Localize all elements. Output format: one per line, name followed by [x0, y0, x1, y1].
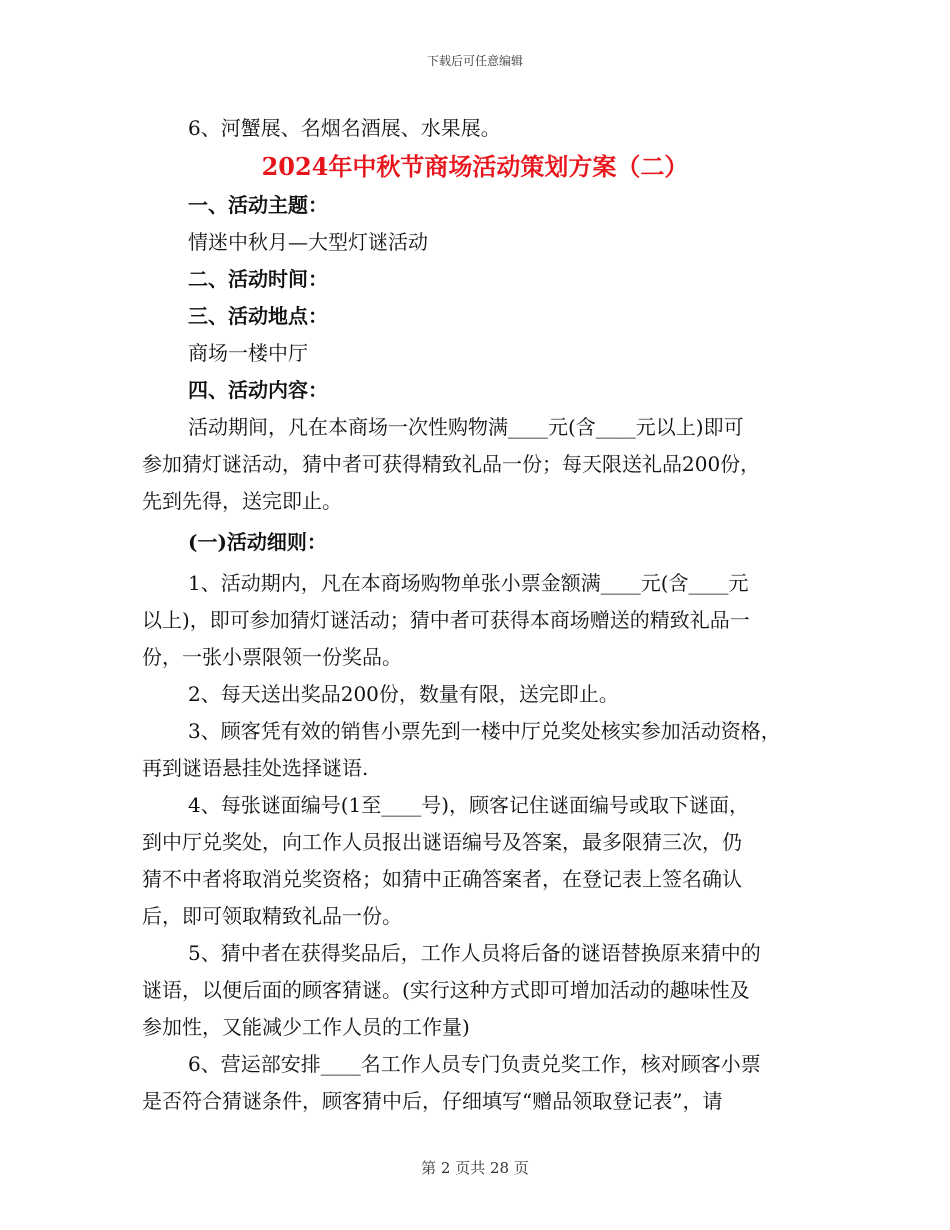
paragraph-line: 到中厅兑奖处，向工作人员报出谜语编号及答案，最多限猜三次，仍 [142, 830, 742, 854]
theme-text: 情迷中秋月—大型灯谜活动 [188, 230, 428, 254]
paragraph-line: 是否符合猜谜条件，顾客猜中后，仔细填写“赠品领取登记表”，请 [142, 1089, 723, 1113]
rule-2 [142, 676, 832, 713]
section-heading-place: 三、活动地点： [188, 304, 328, 328]
section-heading-content: 四、活动内容： [188, 378, 328, 402]
document-title: 2024年中秋节商场活动策划方案（二） [261, 152, 689, 181]
paragraph-line: 活动期间，凡在本商场一次性购物满____元(含____元以上)即可 [188, 415, 744, 439]
paragraph-line: 3、顾客凭有效的销售小票先到一楼中厅兑奖处核实参加活动资格， [188, 719, 781, 743]
paragraph-line: 2、每天送出奖品200份，数量有限，送完即止。 [188, 682, 619, 706]
paragraph-line: 5、猜中者在获得奖品后，工作人员将后备的谜语替换原来猜中的 [188, 941, 761, 965]
paragraph-line: 后，即可领取精致礼品一份。 [142, 904, 402, 928]
paragraph-line: 再到谜语悬挂处选择谜语. [142, 756, 369, 780]
section-heading-theme: 一、活动主题： [188, 193, 328, 217]
rule-3 [142, 713, 832, 787]
paragraph-line: 6、营运部安排____名工作人员专门负责兑奖工作，核对顾客小票 [188, 1052, 761, 1076]
rule-1 [142, 565, 832, 676]
rule-6 [142, 1046, 832, 1120]
rule-4 [142, 787, 832, 935]
paragraph-line: 参加猜灯谜活动，猜中者可获得精致礼品一份；每天限送礼品200份， [142, 452, 761, 476]
rule-5 [142, 935, 832, 1046]
paragraph-line: 1、活动期内，凡在本商场购物单张小票金额满____元(含____元 [188, 571, 749, 595]
paragraph-line: 份，一张小票限领一份奖品。 [142, 645, 402, 669]
section-heading-time: 二、活动时间： [188, 267, 328, 291]
paragraph-line: 先到先得，送完即止。 [142, 489, 342, 513]
paragraph-line: 参加性，又能减少工作人员的工作量) [142, 1015, 470, 1039]
paragraph-line: 猜不中者将取消兑奖资格；如猜中正确答案者，在登记表上签名确认 [142, 867, 742, 891]
page-header: 下载后可任意编辑 [426, 54, 523, 68]
page-footer: 第 2 页共 28 页 [421, 1159, 529, 1177]
paragraph-line: 4、每张谜面编号(1至____号)，顾客记住谜面编号或取下谜面， [188, 793, 750, 817]
intro-paragraph [142, 409, 832, 520]
document-body [142, 110, 832, 1120]
paragraph-line: 以上)，即可参加猜灯谜活动；猜中者可获得本商场赠送的精致礼品一 [142, 608, 750, 632]
list-item-exhibitions: 6、河蟹展、名烟名酒展、水果展。 [188, 116, 501, 140]
subsection-heading-rules: (一)活动细则： [188, 530, 327, 554]
paragraph-line: 谜语，以便后面的顾客猜谜。(实行这种方式即可增加活动的趣味性及 [142, 978, 750, 1002]
place-text: 商场一楼中厅 [188, 341, 308, 365]
